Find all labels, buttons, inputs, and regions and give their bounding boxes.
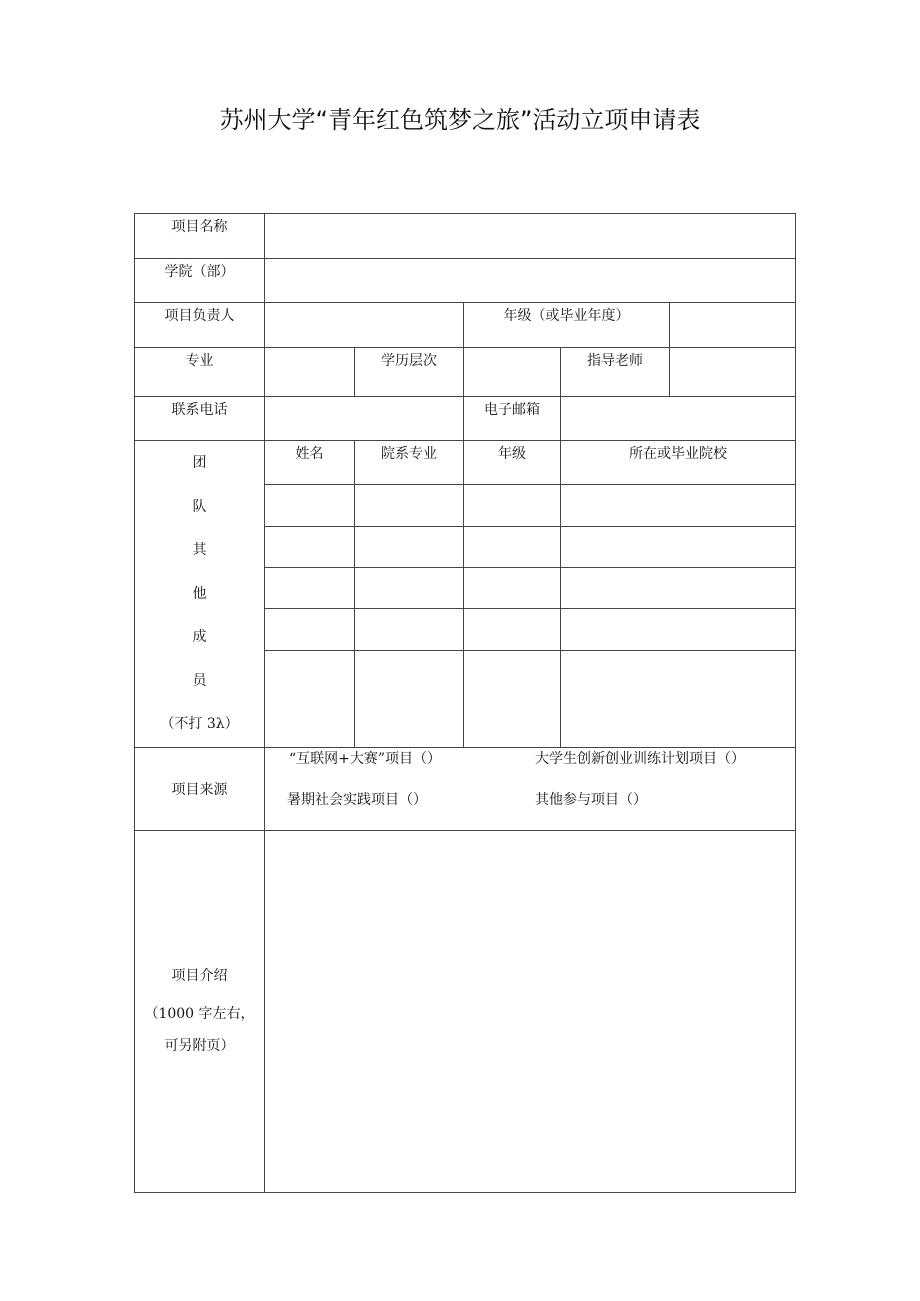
row-college xyxy=(135,259,796,303)
member-grade-cell[interactable] xyxy=(464,609,561,650)
field-education[interactable] xyxy=(464,348,561,397)
header-school: 所在或毕业院校 xyxy=(561,441,796,485)
source-option-internet-plus[interactable]: “互联网+大赛”项目（） xyxy=(289,750,442,767)
member-grade-cell[interactable] xyxy=(464,568,561,609)
member-name-cell[interactable] xyxy=(265,609,355,650)
member-name-cell[interactable] xyxy=(265,485,355,526)
member-school-cell[interactable] xyxy=(561,568,796,609)
members-note: （不打 3λ） xyxy=(160,716,239,732)
member-name-cell[interactable] xyxy=(265,568,355,609)
label-team-members xyxy=(135,441,265,748)
label-leader: 项目负责人 xyxy=(135,303,265,348)
member-school-cell[interactable] xyxy=(561,526,796,567)
label-project-name: 项目名称 xyxy=(135,214,265,259)
members-char: 队 xyxy=(192,498,207,515)
header-name: 姓名 xyxy=(265,441,355,485)
member-grade-cell[interactable] xyxy=(464,526,561,567)
field-grade-year[interactable] xyxy=(670,303,796,348)
label-phone: 联系电话 xyxy=(135,397,265,441)
field-phone[interactable] xyxy=(265,397,464,441)
row-project-name xyxy=(135,214,796,259)
field-project-name[interactable] xyxy=(265,214,796,259)
member-department-cell[interactable] xyxy=(355,609,464,650)
intro-label-line: 项目介绍 xyxy=(171,968,228,984)
row-project-source xyxy=(135,747,796,830)
row-contact xyxy=(135,397,796,441)
intro-label-line: 可另附页） xyxy=(164,1038,235,1054)
member-department-cell[interactable] xyxy=(355,526,464,567)
member-name-cell[interactable] xyxy=(265,650,355,747)
source-option-innovation[interactable]: 大学生创新创业训练计划项目（） xyxy=(535,750,745,767)
label-college: 学院（部） xyxy=(135,259,265,303)
label-grade-year: 年级（或毕业年度） xyxy=(464,303,670,348)
members-char: 团 xyxy=(192,455,207,471)
header-grade: 年级 xyxy=(464,441,561,485)
row-project-intro xyxy=(135,830,796,1192)
field-email[interactable] xyxy=(561,397,796,441)
row-members-header xyxy=(135,441,796,485)
member-department-cell[interactable] xyxy=(355,485,464,526)
label-project-source: 项目来源 xyxy=(135,747,265,830)
label-advisor: 指导老师 xyxy=(561,348,670,397)
field-college[interactable] xyxy=(265,259,796,303)
label-project-intro xyxy=(135,830,265,1192)
member-department-cell[interactable] xyxy=(355,568,464,609)
application-form-table xyxy=(134,213,796,1193)
member-department-cell[interactable] xyxy=(355,650,464,747)
members-char: 员 xyxy=(192,672,207,689)
label-major: 专业 xyxy=(135,348,265,397)
member-school-cell[interactable] xyxy=(561,485,796,526)
intro-label-line: （1000 字左右， xyxy=(144,1006,255,1022)
member-school-cell[interactable] xyxy=(561,650,796,747)
header-department: 院系专业 xyxy=(355,441,464,485)
members-char: 成 xyxy=(192,629,207,645)
members-char: 其 xyxy=(192,542,207,558)
field-major[interactable] xyxy=(265,348,355,397)
member-grade-cell[interactable] xyxy=(464,485,561,526)
source-option-summer-practice[interactable]: 暑期社会实践项目（） xyxy=(287,791,427,808)
label-email: 电子邮箱 xyxy=(464,397,561,441)
member-name-cell[interactable] xyxy=(265,526,355,567)
member-grade-cell[interactable] xyxy=(464,650,561,747)
project-source-options xyxy=(265,747,796,830)
field-project-intro[interactable] xyxy=(265,830,796,1192)
row-major xyxy=(135,348,796,397)
label-education: 学历层次 xyxy=(355,348,464,397)
members-char: 他 xyxy=(192,585,207,602)
field-leader[interactable] xyxy=(265,303,464,348)
form-title: 苏州大学“青年红色筑梦之旅”活动立项申请表 xyxy=(219,106,701,134)
source-option-other[interactable]: 其他参与项目（） xyxy=(535,791,647,808)
field-advisor[interactable] xyxy=(670,348,796,397)
row-leader xyxy=(135,303,796,348)
member-school-cell[interactable] xyxy=(561,609,796,650)
